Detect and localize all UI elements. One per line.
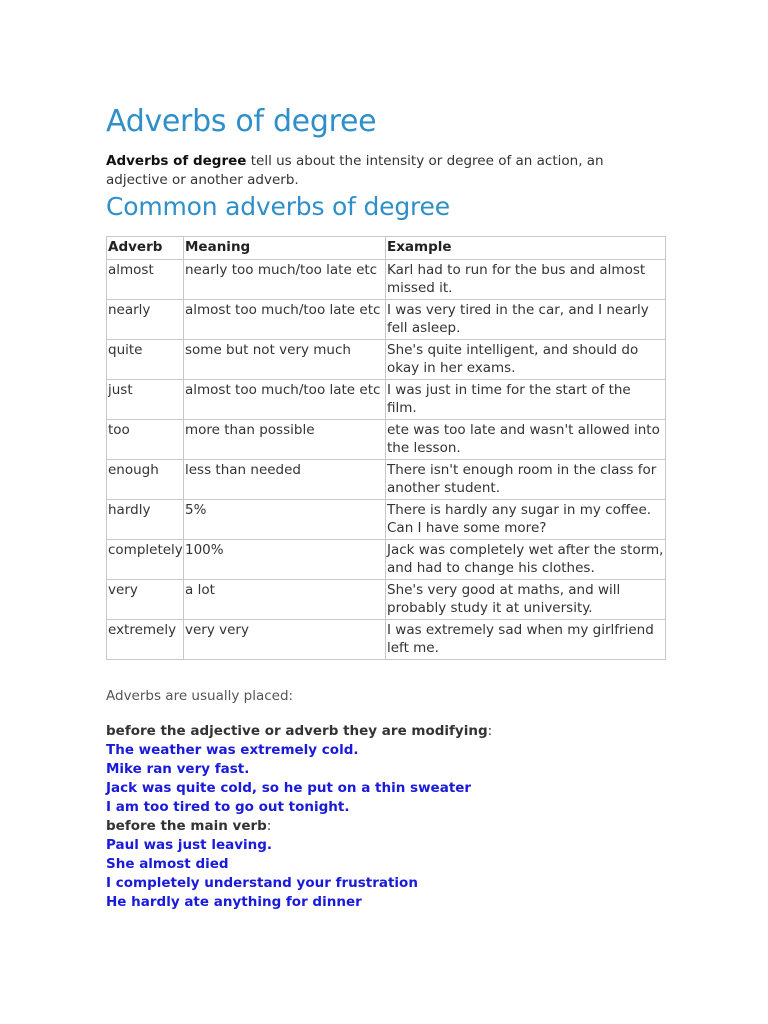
cell-meaning: almost too much/too late etc [184, 380, 386, 420]
cell-example: I was extremely sad when my girlfriend left me. [386, 620, 666, 660]
cell-adverb: almost [107, 260, 184, 300]
intro-paragraph [106, 152, 666, 190]
table-row [107, 260, 666, 300]
cell-adverb: very [107, 580, 184, 620]
cell-adverb: just [107, 380, 184, 420]
group-heading-colon: : [266, 818, 272, 834]
cell-adverb: too [107, 420, 184, 460]
cell-meaning: more than possible [184, 420, 386, 460]
cell-adverb: hardly [107, 500, 184, 540]
cell-adverb: completely [107, 540, 184, 580]
table-row [107, 300, 666, 340]
intro-text: tell us about the intensity or degree of an action, an adjective or another adverb. [106, 153, 604, 188]
cell-meaning: 100% [184, 540, 386, 580]
cell-example: ete was too late and wasn't allowed into the lesson. [386, 420, 666, 460]
table-row [107, 420, 666, 460]
table-row [107, 380, 666, 420]
section-heading: Common adverbs of degree [106, 192, 450, 221]
cell-example: I was very tired in the car, and I nearly fell asleep. [386, 300, 666, 340]
cell-example: There is hardly any sugar in my coffee. Can I have some more? [386, 500, 666, 540]
table-row [107, 500, 666, 540]
group-heading-colon: : [487, 723, 493, 739]
cell-meaning: nearly too much/too late etc [184, 260, 386, 300]
example-sentence: I completely understand your frustration [106, 875, 418, 891]
intro-bold-term: Adverbs of degree [106, 153, 247, 169]
adverbs-table [106, 236, 666, 660]
cell-example: There isn't enough room in the class for another student. [386, 460, 666, 500]
cell-meaning: some but not very much [184, 340, 386, 380]
cell-example: Karl had to run for the bus and almost missed it. [386, 260, 666, 300]
cell-adverb: enough [107, 460, 184, 500]
example-sentence: Jack was quite cold, so he put on a thin sweater [106, 780, 472, 796]
group-heading-text: before the main verb [106, 818, 267, 834]
cell-meaning: 5% [184, 500, 386, 540]
cell-example: She's quite intelligent, and should do okay in her exams. [386, 340, 666, 380]
group-heading [106, 817, 666, 836]
table-row [107, 580, 666, 620]
cell-meaning: less than needed [184, 460, 386, 500]
example-sentence: I am too tired to go out tonight. [106, 799, 350, 815]
cell-example: I was just in time for the start of the film. [386, 380, 666, 420]
example-sentence: She almost died [106, 856, 229, 872]
header-adverb: Adverb [107, 237, 184, 260]
placement-intro: Adverbs are usually placed: [106, 688, 294, 704]
cell-adverb: nearly [107, 300, 184, 340]
group-heading-text: before the adjective or adverb they are modifying [106, 723, 488, 739]
table-row [107, 460, 666, 500]
table-header-row [107, 237, 666, 260]
page-title: Adverbs of degree [106, 104, 377, 139]
cell-example: Jack was completely wet after the storm, and had to change his clothes. [386, 540, 666, 580]
group-heading [106, 722, 666, 741]
cell-meaning: almost too much/too late etc [184, 300, 386, 340]
example-sentence: The weather was extremely cold. [106, 742, 359, 758]
cell-example: She's very good at maths, and will probably study it at university. [386, 580, 666, 620]
cell-adverb: extremely [107, 620, 184, 660]
placement-examples [106, 722, 666, 912]
cell-adverb: quite [107, 340, 184, 380]
header-meaning: Meaning [184, 237, 386, 260]
header-example: Example [386, 237, 666, 260]
example-sentence: Mike ran very fast. [106, 761, 250, 777]
cell-meaning: a lot [184, 580, 386, 620]
example-sentence: He hardly ate anything for dinner [106, 894, 362, 910]
table-row [107, 540, 666, 580]
example-sentence: Paul was just leaving. [106, 837, 273, 853]
table-row [107, 620, 666, 660]
table-row [107, 340, 666, 380]
cell-meaning: very very [184, 620, 386, 660]
